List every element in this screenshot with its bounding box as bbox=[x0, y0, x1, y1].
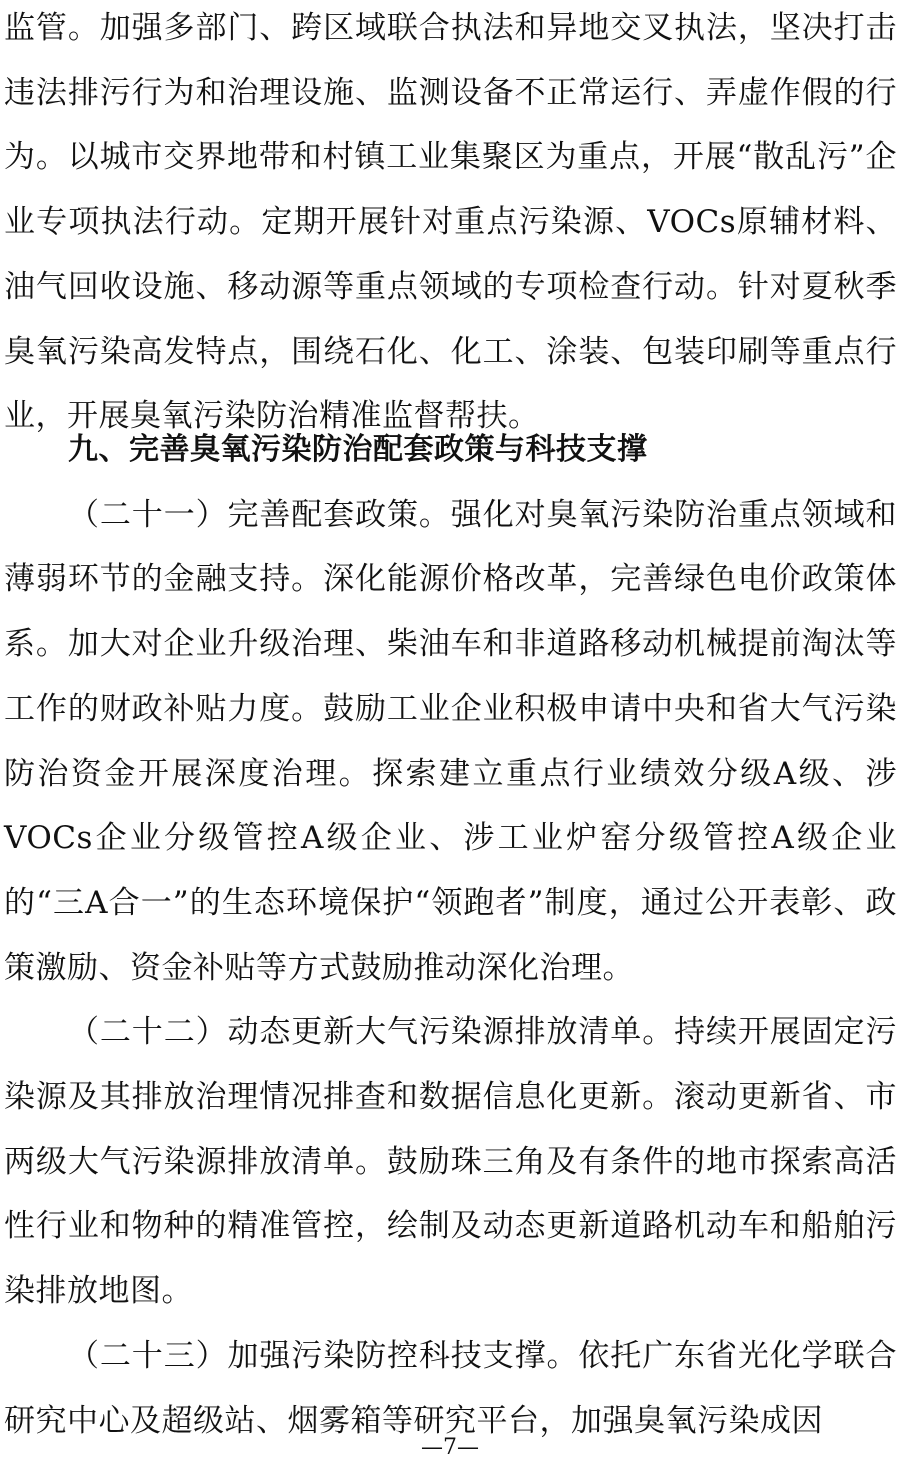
section-heading: 九、完善臭氧污染防治配套政策与科技支撑 bbox=[68, 432, 648, 467]
paragraph-item-21: （二十一）完善配套政策。强化对臭氧污染防治重点领域和薄弱环节的金融支持。深化能源价格改革，完善绿色电价政策体系。加大对企业升级治理、柴油车和非道路移动机械提前淘汰等工作的财政补贴力度。鼓励工业企业积极申请中央和省大气污染防治资金开展深度治理。探索建立重点行业绩效分级A级、涉VOCs企业分级管控A级企业、涉工业炉窑分级管控A级企业的“三A合一”的生态环境保护“领跑者”制度，通过公开表彰、政策激励、资金补贴等方式鼓励推动深化治理。 bbox=[4, 496, 897, 986]
paragraph-item-22: （二十二）动态更新大气污染源排放清单。持续开展固定污染源及其排放治理情况排查和数据信息化更新。滚动更新省、市两级大气污染源排放清单。鼓励珠三角及有条件的地市探索高活性行业和物种的精准管控，绘制及动态更新道路机动车和船舶污染排放地图。 bbox=[4, 1014, 897, 1310]
paragraph-continued: 监管。加强多部门、跨区域联合执法和异地交叉执法，坚决打击违法排污行为和治理设施、监测设备不正常运行、弄虚作假的行为。以城市交界地带和村镇工业集聚区为重点，开展“散乱污”企业专项执法行动。定期开展针对重点污染源、VOCs原辅材料、油气回收设施、移动源等重点领域的专项检查行动。针对夏秋季臭氧污染高发特点，围绕石化、化工、涂装、包装印刷等重点行业，开展臭氧污染防治精准监督帮扶。 bbox=[4, 10, 897, 435]
paragraph-item-23: （二十三）加强污染防控科技支撑。依托广东省光化学联合研究中心及超级站、烟雾箱等研究平台，加强臭氧污染成因 bbox=[4, 1337, 897, 1439]
page-number: —7— bbox=[421, 1435, 479, 1460]
section-nine bbox=[4, 418, 897, 1453]
